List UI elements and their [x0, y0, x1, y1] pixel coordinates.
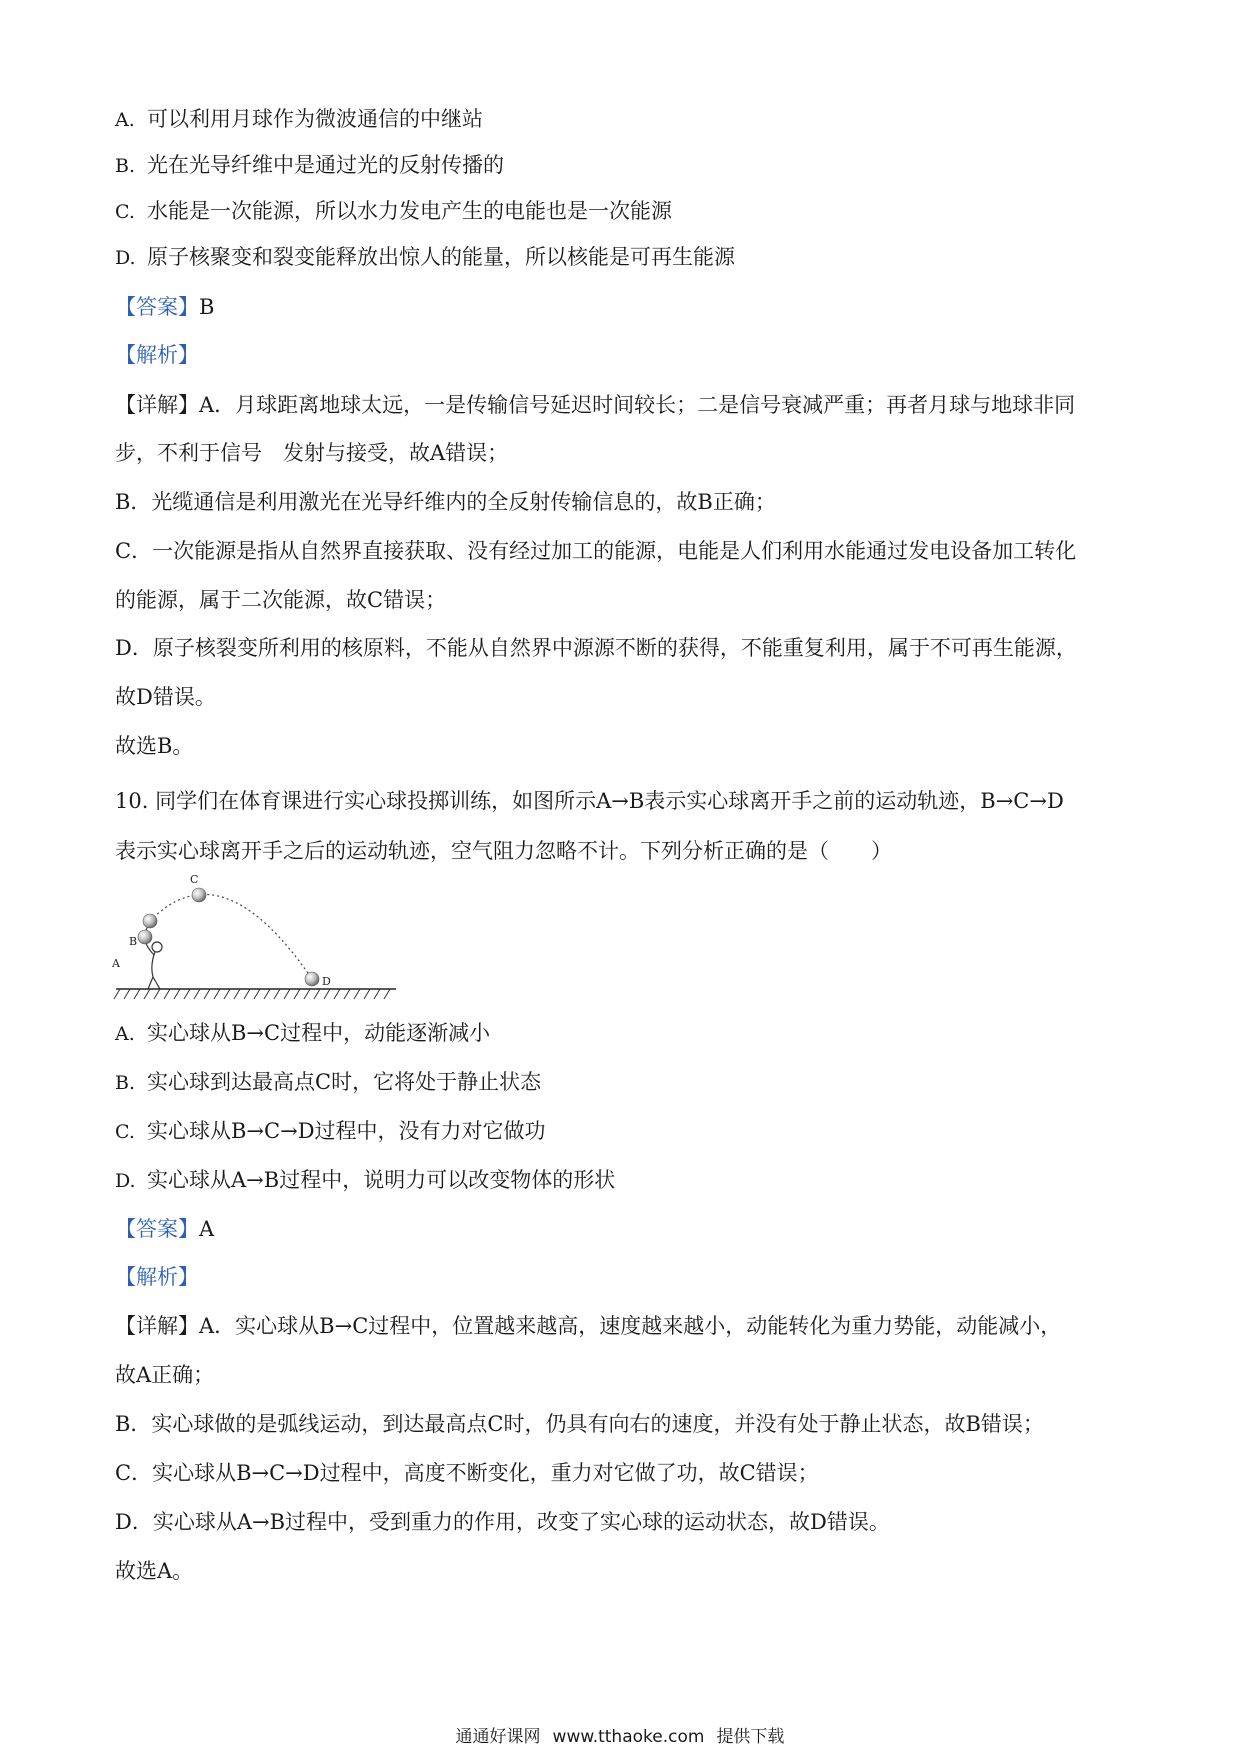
ball-d: [305, 972, 319, 986]
q10-option-d: [115, 1165, 1130, 1196]
thrower-figure: [144, 937, 162, 989]
q9-option-b: [115, 150, 1130, 181]
trajectory-diagram: [112, 875, 412, 1005]
ball-c: [192, 888, 206, 902]
q9-detail-line: 故选B。: [115, 734, 194, 758]
ball-a: [138, 930, 152, 944]
q9-detail-line: 故D错误。: [115, 685, 216, 709]
q10-analysis-label: 【解析】: [115, 1265, 199, 1289]
q10-answer: [115, 1214, 1130, 1244]
footer-site-name: 通通好课网: [455, 1727, 541, 1747]
answer-value: A: [199, 1217, 215, 1241]
trajectory-figure: [112, 875, 412, 1009]
label-d: D: [322, 975, 331, 988]
label-a: A: [112, 957, 120, 970]
q9-option-a: [115, 104, 1130, 135]
footer-url[interactable]: www.tthaoke.com: [552, 1727, 705, 1747]
q10-option-c: [115, 1116, 1130, 1147]
q10-stem-line: 表示实心球离开手之后的运动轨迹，空气阻力忽略不计。下列分析正确的是（ ）: [115, 839, 892, 863]
option-text: 实心球从A→B过程中，说明力可以改变物体的形状: [147, 1168, 616, 1192]
q9-detail-line: 【详解】A．月球距离地球太远，一是传输信号延迟时间较长；二是信号衰减严重；再者月球与地球非同: [115, 393, 1076, 417]
label-b: B: [129, 935, 138, 948]
q10-stem-line: 10. 同学们在体育课进行实心球投掷训练，如图所示A→B表示实心球离开手之前的运动轨迹，B→C→D: [115, 789, 1064, 813]
option-tag: A.: [115, 109, 135, 131]
option-text: 原子核聚变和裂变能释放出惊人的能量，所以核能是可再生能源: [147, 245, 735, 269]
q10-detail-line: 故A正确；: [115, 1363, 215, 1387]
page-footer: [0, 1726, 1240, 1748]
trajectory-path: [150, 894, 312, 979]
option-tag: C.: [115, 201, 135, 223]
option-tag: A.: [115, 1023, 135, 1045]
q10-detail-line: D．实心球从A→B过程中，受到重力的作用，改变了实心球的运动状态，故D错误。: [115, 1510, 890, 1534]
label-c: C: [190, 875, 199, 886]
q10-detail-line: B．实心球做的是弧线运动，到达最高点C时，仍具有向右的速度，并没有处于静止状态，故B错误；: [115, 1412, 1044, 1436]
q9-detail-line: B．光缆通信是利用激光在光导纤维内的全反射传输信息的，故B正确；: [115, 490, 776, 514]
ball-b: [143, 914, 157, 928]
q9-option-c: [115, 196, 1130, 227]
q10-detail-line: 【详解】A．实心球从B→C过程中，位置越来越高，速度越来越小，动能转化为重力势能，动能减小，: [115, 1314, 1062, 1338]
option-text: 可以利用月球作为微波通信的中继站: [147, 107, 483, 131]
q10-option-b: [115, 1067, 1130, 1098]
q9-detail-line: 步，不利于信号 发射与接受，故A错误；: [115, 441, 509, 465]
q9-answer: [115, 292, 1130, 322]
option-text: 实心球从B→C过程中，动能逐渐减小: [147, 1021, 491, 1045]
option-text: 实心球到达最高点C时，它将处于静止状态: [147, 1070, 542, 1094]
footer-suffix: 提供下载: [716, 1727, 785, 1747]
option-tag: D.: [115, 247, 136, 269]
q9-option-d: [115, 242, 1130, 273]
option-tag: C.: [115, 1121, 135, 1143]
answer-label: 【答案】: [115, 295, 199, 319]
option-text: 实心球从B→C→D过程中，没有力对它做功: [147, 1119, 546, 1143]
q10-detail-line: C．实心球从B→C→D过程中，高度不断变化，重力对它做了功，故C错误；: [115, 1461, 819, 1485]
q9-detail-line: D．原子核裂变所利用的核原料，不能从自然界中源源不断的获得，不能重复利用，属于不可再生能源，: [115, 636, 1077, 660]
option-text: 光在光导纤维中是通过光的反射传播的: [147, 153, 504, 177]
answer-label: 【答案】: [115, 1217, 199, 1241]
ground-hatching: [114, 989, 390, 999]
q10-detail-line: 故选A。: [115, 1559, 194, 1583]
option-tag: B.: [115, 155, 136, 177]
q9-detail-line: C．一次能源是指从自然界直接获取、没有经过加工的能源，电能是人们利用水能通过发电设备加工转化: [115, 539, 1077, 563]
option-tag: B.: [115, 1072, 136, 1094]
answer-value: B: [199, 295, 215, 319]
q9-analysis-label: 【解析】: [115, 343, 199, 367]
option-text: 水能是一次能源，所以水力发电产生的电能也是一次能源: [147, 199, 672, 223]
option-tag: D.: [115, 1170, 136, 1192]
q10-option-a: [115, 1018, 1130, 1049]
q9-detail-line: 的能源，属于二次能源，故C错误；: [115, 588, 447, 612]
